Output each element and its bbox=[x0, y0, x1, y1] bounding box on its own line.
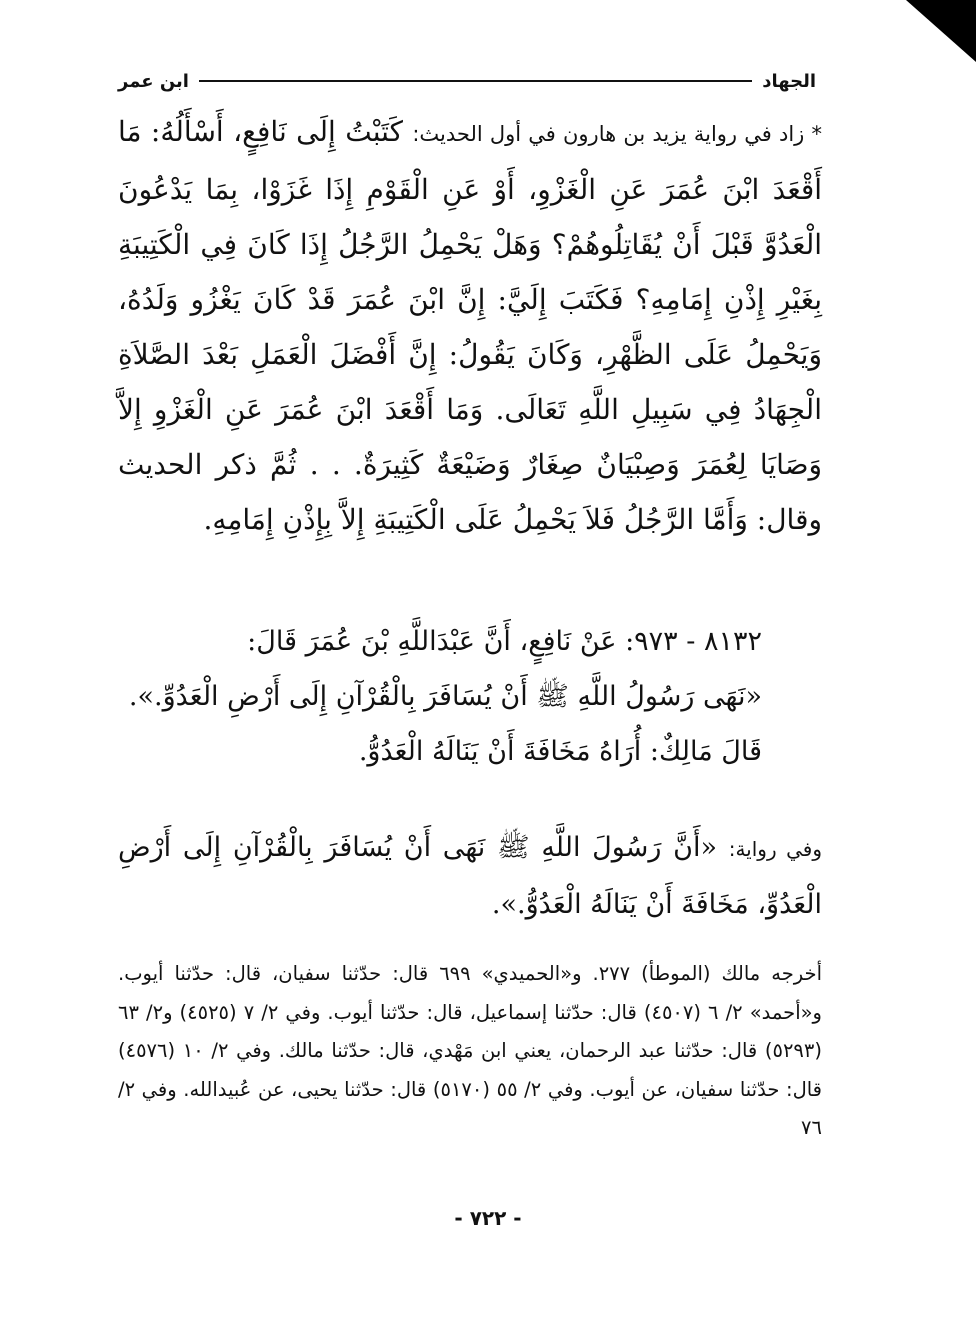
variant-text: «أَنَّ رَسُولَ اللَّهِ ﷺ نَهَى أَنْ يُسَافَرَ بِالْقُرْآنِ إِلَى أَرْضِ الْعَدُوِّ، مَخَافَةَ أَنْ يَنَالَهُ الْعَدُوُّ.». bbox=[118, 832, 822, 920]
hadith-block bbox=[118, 614, 822, 779]
page-corner-mark bbox=[906, 0, 976, 62]
hadith-isnad: ٨١٣٢ - ٩٧٣: عَنْ نَافِعٍ، أَنَّ عَبْدَاللَّهِ بْنَ عُمَرَ قَالَ: bbox=[247, 626, 762, 657]
variant-paragraph bbox=[118, 820, 822, 932]
chapter-title: الجهاد bbox=[762, 70, 816, 92]
note-paragraph bbox=[118, 104, 822, 547]
takhrij-footnote bbox=[118, 955, 822, 1148]
note-text: كَتَبْتُ إِلَى نَافِعٍ، أَسْأَلُهُ: مَا أَقْعَدَ ابْنَ عُمَرَ عَنِ الْغَزْوِ، أَوْ عَنِ الْقَوْمِ إِذَا غَزَوْا، بِمَا يَدْعُونَ الْعَدُوَّ قَبْلَ أَنْ يُقَاتِلُوهُمْ؟ وَهَلْ يَحْمِلُ الرَّجُلُ إِذَا كَانَ فِي الْكَتِيبَةِ بِغَيْرِ إِذْنِ إِمَامِهِ؟ فَكَتَبَ إِلَيَّ: إِنَّ ابْنَ عُمَرَ قَدْ كَانَ يَغْزُو وَلَدُهُ، وَيَحْمِلُ عَلَى الظَّهْرِ، وَكَانَ يَقُولُ: إِنَّ أَفْضَلَ الْعَمَلِ بَعْدَ الصَّلاَةِ الْجِهَادُ فِي سَبِيلِ اللَّهِ تَعَالَى. وَمَا أَقْعَدَ ابْنَ عُمَرَ عَنِ الْغَزْوِ إِلاَّ وَصَايَا لِعُمَرَ وَصِبْيَانٌ صِغَارٌ وَضَيْعَةٌ كَثِيرَةٌ. . . ثُمَّ ذكر الحديث وقال: وَأَمَّا الرَّجُلُ فَلاَ يَحْمِلُ عَلَى الْكَتِيبَةِ إِلاَّ بِإِذْنِ إِمَامِهِ. bbox=[118, 115, 822, 536]
hadith-comment: قَالَ مَالِكٌ: أُرَاهُ مَخَافَةَ أَنْ يَنَالَهُ الْعَدُوُّ. bbox=[358, 736, 762, 767]
header-rule bbox=[199, 80, 752, 82]
supplementary-note bbox=[118, 104, 822, 547]
note-lead: * زاد في رواية يزيد بن هارون في أول الحديث: bbox=[412, 122, 822, 146]
takhrij-text: أخرجه مالك (الموطأ) ٢٧٧. و«الحميدي» ٦٩٩ قال: حدّثنا سفيان، قال: حدّثنا أيوب. و«أحمد» ٢/ ٦ (٤٥٠٧) قال: حدّثنا إسماعيل، قال: حدّثنا أيوب. وفي ٢/ ٧ (٤٥٢٥) و٢/ ٦٣ (٥٢٩٣) قال: حدّثنا عبد الرحمان، يعني ابن مَهْدي، قال: حدّثنا مالك. وفي ٢/ ١٠ (٤٥٧٦) قال: حدّثنا سفيان، عن أيوب. وفي ٢/ ٥٥ (٥١٧٠) قال: حدّثنا يحيى، عن عُبيدالله. وفي ٢/ ٧٦ bbox=[118, 962, 822, 1139]
page-number: - ٧٢٢ - bbox=[454, 1206, 522, 1230]
variant-lead: وفي رواية: bbox=[728, 837, 822, 861]
narrator-title: ابن عمر bbox=[118, 70, 189, 92]
running-header bbox=[118, 66, 816, 96]
variant-narration bbox=[118, 820, 822, 932]
hadith-matn: «نَهَى رَسُولُ اللَّهِ ﷺ أَنْ يُسَافَرَ بِالْقُرْآنِ إِلَى أَرْضِ الْعَدُوِّ.». bbox=[128, 681, 762, 712]
